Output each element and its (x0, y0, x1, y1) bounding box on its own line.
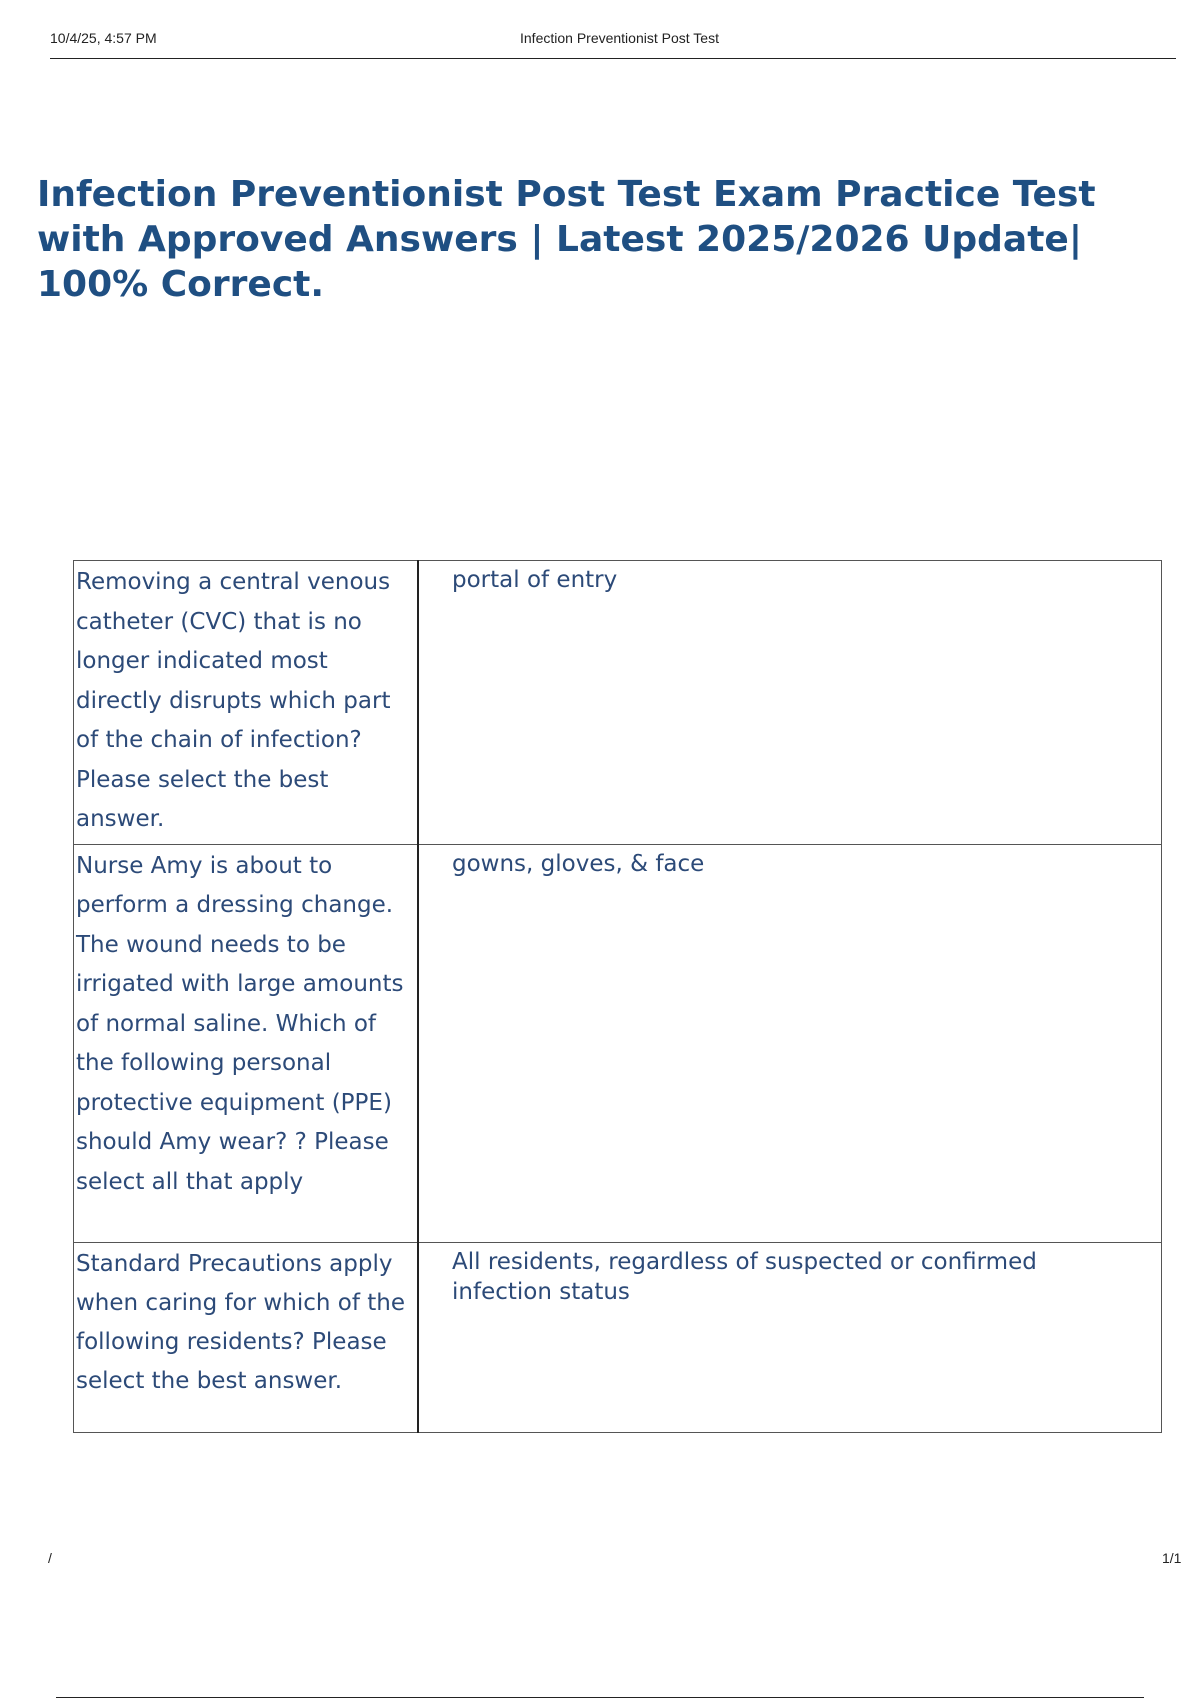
table-row (74, 844, 1162, 1242)
print-document-name: Infection Preventionist Post Test (520, 30, 719, 46)
footer-mark: / (48, 1550, 52, 1566)
question-cell: Nurse Amy is about to perform a dressing change. The wound needs to be irrigated with large amounts of normal saline. Which of the following personal protective equipment (PPE) should Amy wear? ? Please select all that apply (74, 844, 419, 1242)
bottom-rule (56, 1697, 1144, 1698)
answer-cell: portal of entry (418, 561, 1162, 845)
answer-cell: All residents, regardless of suspected or confirmed infection status (418, 1242, 1162, 1432)
document-title: Infection Preventionist Post Test Exam Practice Test with Approved Answers | Latest 2025/2026 Update| 100% Correct. (37, 174, 1096, 305)
table-row (74, 561, 1162, 845)
table-row (74, 1242, 1162, 1432)
print-header (50, 30, 1176, 59)
question-cell: Removing a central venous catheter (CVC) that is no longer indicated most directly disrupts which part of the chain of infection? Please select the best answer. (74, 561, 419, 845)
answer-cell: gowns, gloves, & face (418, 844, 1162, 1242)
page-number: 1/1 (1162, 1550, 1182, 1566)
question-cell: Standard Precautions apply when caring for which of the following residents? Please select the best answer. (74, 1242, 419, 1432)
qa-table (73, 560, 1162, 1433)
print-datetime: 10/4/25, 4:57 PM (50, 30, 157, 46)
